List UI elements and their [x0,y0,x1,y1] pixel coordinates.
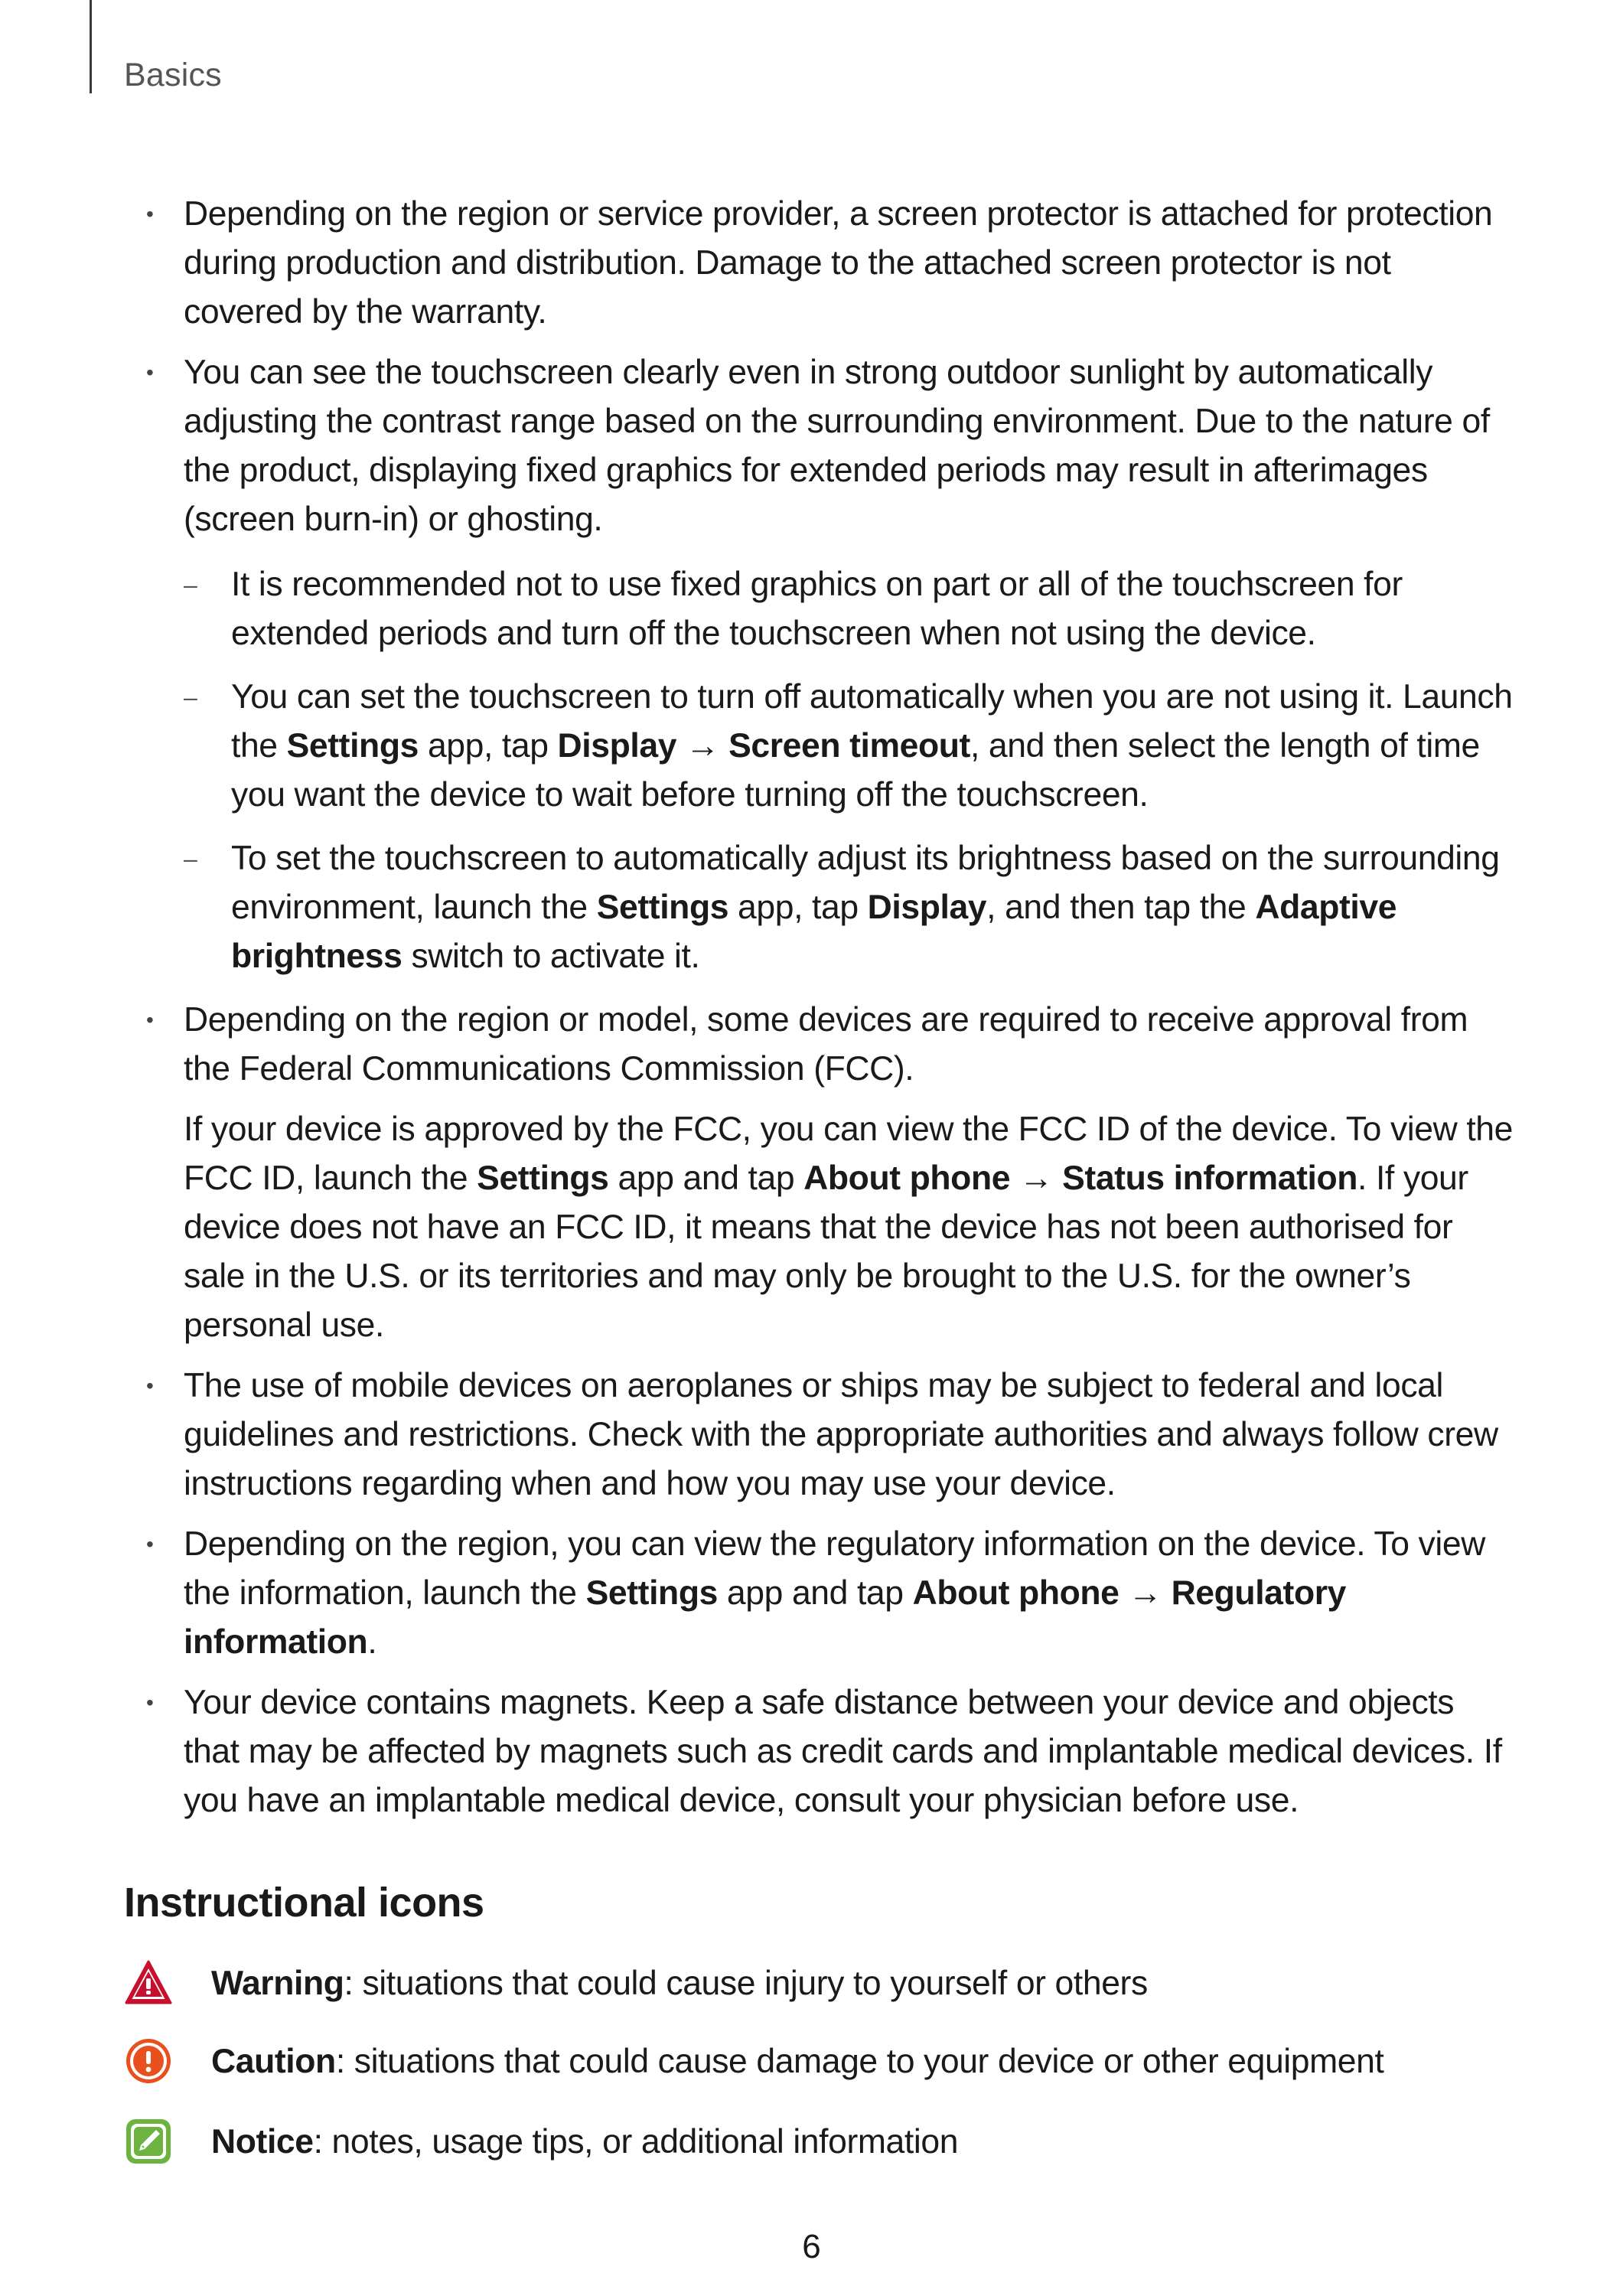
description-warning: : situations that could cause injury to yourself or others [344,1965,1148,2002]
ui-term-settings: Settings [477,1159,609,1197]
section-heading-instructional-icons: Instructional icons [124,1880,484,1926]
text-span: You can set the touchscreen to turn off automatically when you are not using it. Launch the [231,678,1513,765]
ui-term-screen-timeout: Screen timeout [728,727,970,765]
bullet-text: Depending on the region or model, some devices are required to receive approval from the Federal Communications Commission (FCC). [184,1001,1468,1088]
instructional-text-notice [211,2119,958,2165]
page-number: 6 [802,2228,821,2265]
ui-term-display: Display [557,727,677,765]
text-span: app, tap [418,727,558,765]
arrow-icon: → [676,727,729,765]
text-span: app and tap [717,1574,913,1612]
ui-term-settings: Settings [286,727,419,765]
instructional-row-caution [124,2037,1501,2090]
bullet-screen-protector [184,190,1515,337]
ui-term-settings: Settings [596,889,729,926]
ui-term-about-phone: About phone [912,1574,1119,1612]
text-span: app, tap [728,889,868,926]
warning-triangle-icon [124,1958,173,2007]
bullet-fcc-approval [184,996,1515,1094]
bullet-text: You can see the touchscreen clearly even in strong outdoor sunlight by automatically adjusting the contrast range based on the surrounding environment. Due to the nature of the product, displaying fixed graphics for extended periods may result in afterimages (screen burn-in) or ghosting. [184,354,1490,538]
instructional-text-caution [211,2039,1383,2085]
body-content [184,190,1515,1837]
label-warning: Warning [211,1965,344,2002]
instructional-row-notice [124,2117,1501,2170]
bullet-text: Depending on the region or service provider, a screen protector is attached for protection during production and distribution. Damage to the attached screen protector is not covered by the warranty. [184,195,1493,331]
text-span: . If your device does not have an FCC ID, it means that the device has not been authorised for sale in the U.S. or its territories and may only be brought to the U.S. for the owner’s personal use. [184,1159,1468,1344]
section-header: Basics [124,57,222,93]
header-rule [90,0,92,93]
text-span: switch to activate it. [402,938,700,975]
bullet-text: Your device contains magnets. Keep a safe distance between your device and objects that may be affected by magnets such as credit cards and implantable medical devices. If you have an implantable medical device, consult your physician before use. [184,1684,1502,1819]
instructional-text-warning [211,1961,1148,2007]
notice-pencil-icon [124,2117,173,2166]
text-span: , and then tap the [986,889,1256,926]
subbullet-fixed-graphics [231,560,1515,658]
description-notice: : notes, usage tips, or additional information [313,2123,959,2161]
ui-term-about-phone: About phone [803,1159,1011,1197]
ui-term-settings: Settings [585,1574,718,1612]
ui-term-regulatory-information: Regulatory information [184,1574,1346,1661]
caution-circle-icon [124,2037,173,2086]
text-span: . [367,1623,377,1661]
ui-term-adaptive-brightness: Adaptive brightness [231,889,1397,975]
arrow-icon: → [1119,1574,1172,1612]
text-span: app and tap [608,1159,804,1197]
label-caution: Caution [211,2043,336,2080]
bullet-regulatory-info [184,1520,1515,1667]
label-notice: Notice [211,2123,314,2161]
subbullet-adaptive-brightness [231,834,1515,981]
text-span: , and then select the length of time you want the device to wait before turning off the touchscreen. [231,727,1480,814]
text-span: Depending on the region, you can view the regulatory information on the device. To view the information, launch the [184,1525,1485,1612]
instructional-row-warning [124,1958,1501,2012]
subbullet-text: It is recommended not to use fixed graphics on part or all of the touchscreen for extended periods and turn off the touchscreen when not using the device. [231,566,1403,652]
fcc-id-paragraph [184,1105,1515,1350]
arrow-icon: → [1010,1159,1063,1197]
ui-term-display: Display [867,889,987,926]
bullet-aeroplanes-ships [184,1362,1515,1508]
text-span: If your device is approved by the FCC, you can view the FCC ID of the device. To view the FCC ID, launch the [184,1110,1513,1197]
text-span: To set the touchscreen to automatically adjust its brightness based on the surrounding environment, launch the [231,840,1500,926]
description-caution: : situations that could cause damage to your device or other equipment [335,2043,1384,2080]
subbullet-screen-timeout [231,673,1515,820]
bullet-text: The use of mobile devices on aeroplanes or ships may be subject to federal and local guidelines and restrictions. Check with the appropriate authorities and always follow crew instructions regarding when and how you may use your device. [184,1367,1498,1502]
bullet-outdoor-visibility [184,348,1515,544]
bullet-magnets [184,1678,1515,1825]
ui-term-status-information: Status information [1062,1159,1358,1197]
